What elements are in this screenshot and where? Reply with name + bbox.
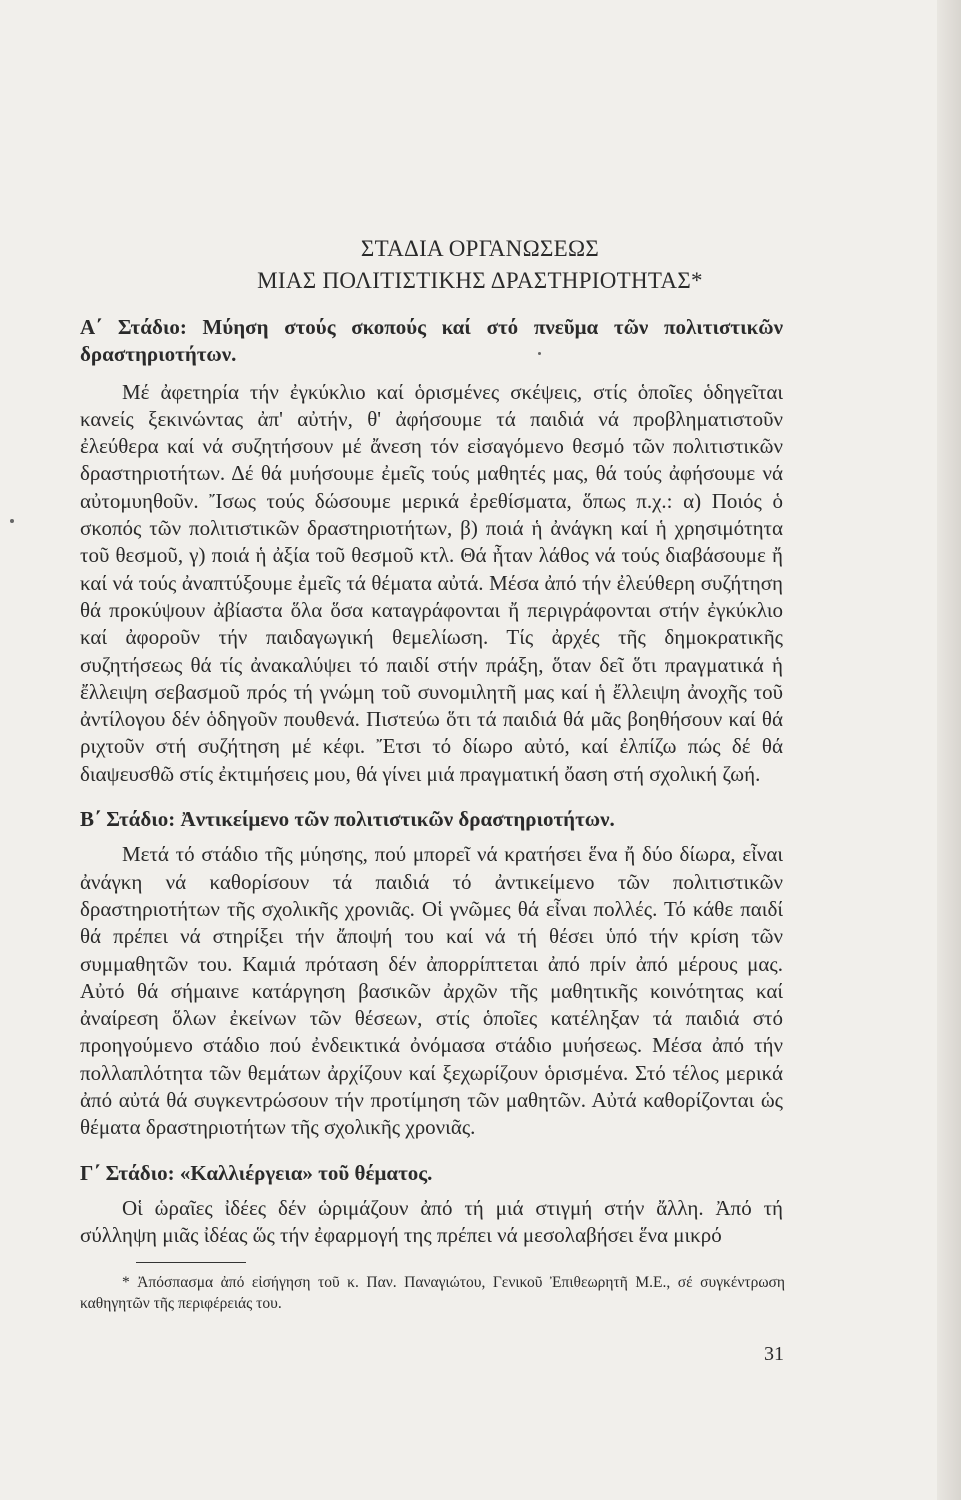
stage-c-paragraph: Οἱ ὡραῖες ἰδέες δέν ὡριμάζουν ἀπό τή μιά στιγμή στήν ἄλλη. Ἀπό τή σύλληψη μιᾶς ἰδέας ὥς τήν ἐφαρμογή της πρέπει νά μεσολαβήσει ἕνα μικρό	[80, 1195, 783, 1248]
stage-b-title: Ἀντικείμενο τῶν πολιτιστικῶν δραστηριοτήτων.	[180, 807, 615, 832]
stage-c-number: Γ΄ Στάδιο:	[80, 1160, 175, 1185]
stage-c-heading	[80, 1160, 783, 1187]
stage-a-number: Α΄ Στάδιο:	[80, 315, 187, 339]
page-title-line-2: ΜΙΑΣ ΠΟΛΙΤΙΣΤΙΚΗΣ ΔΡΑΣΤΗΡΙΟΤΗΤΑΣ*	[257, 268, 703, 293]
page-title-line-1: ΣΤΑΔΙΑ ΟΡΓΑΝΩΣΕΩΣ	[360, 236, 600, 261]
footnote: * Ἀπόσπασμα ἀπό εἰσήγηση τοῦ κ. Παν. Παναγιώτου, Γενικοῦ Ἐπιθεωρητῆ Μ.Ε., σέ συγκέντρωση καθηγητῶν τῆς περιφέρειάς του.	[80, 1274, 785, 1312]
stage-b-paragraph: Μετά τό στάδιο τῆς μύησης, πού μπορεῖ νά κρατήσει ἕνα ἤ δύο δίωρα, εἶναι ἀνάγκη νά καθορίσουν τά παιδιά τό ἀντικείμενο τῶν πολιτιστικῶν δραστηριοτήτων τῆς σχολικῆς χρονιᾶς. Οἱ γνῶμες θά εἶναι πολλές. Τό κάθε παιδί θά πρέπει νά στηρίξει τήν ἄποψή του καί νά τή θέσει ὑπό τήν κρίση τῶν συμμαθητῶν του. Καμιά πρόταση δέν ἀπορρίπτεται ἀπό πρίν ἀπό μέρους μας. Αὐτό θά σήμαινε κατάργηση βασικῶν ἀρχῶν τῆς μαθητικῆς κοινότητας καί ἀναίρεση ὅλων ἐκείνων τῶν θέσεων, στίς ὁποῖες κατέληξαν τά παιδιά στό προηγούμενο στάδιο πού ἐνδεικτικά ὀνόμασα στάδιο μυήσεως. Μέσα ἀπό τήν πολλαπλότητα τῶν θεμάτων ἀρχίζουν καί ξεχωρίζουν ὁρισμένα. Στό τέλος μερικά ἀπό αὐτά θά συγκεντρώσουν τήν προτίμηση τῶν μαθητῶν. Αὐτά καθορίζονται ὡς θέματα δραστηριοτήτων τῆς σχολικῆς χρονιᾶς.	[80, 842, 783, 1140]
stage-a-heading	[80, 314, 783, 369]
stage-c-title: «Καλλιέργεια» τοῦ θέματος.	[179, 1160, 433, 1185]
page-edge-shadow	[937, 0, 961, 1500]
article-body	[80, 314, 783, 1250]
scan-speck	[538, 352, 541, 355]
stage-a-title: Μύηση στούς σκοπούς καί στό πνεῦμα τῶν πολιτιστικῶν δραστηριοτήτων.	[80, 315, 783, 367]
stage-b-number: Β΄ Στάδιο:	[80, 807, 176, 832]
stage-b-heading	[80, 806, 783, 833]
footnote-divider	[136, 1262, 246, 1263]
stage-a-paragraph: Μέ ἀφετηρία τήν ἐγκύκλιο καί ὁρισμένες σκέψεις, στίς ὁποῖες ὁδηγεῖται κανείς ξεκινώντας ἀπ' αὐτήν, θ' ἀφήσουμε τά παιδιά νά προβληματιστοῦν ἐλεύθερα καί νά συζητήσουν μέ ἄνεση τόν εἰσαγόμενο θεσμό τῶν πολιτιστικῶν δραστηριοτήτων. Δέ θά μυήσουμε ἐμεῖς τούς μαθητές μας, θά τούς ἀφήσουμε νά αὐτομυηθοῦν. Ἴσως τούς δώσουμε μερικά ἐρεθίσματα, ὅπως π.χ.: α) Ποιός ὁ σκοπός τῶν πολιτιστικῶν δραστηριοτήτων, β) ποιά ἡ ἀνάγκη καί ἡ χρησιμότητα τοῦ θεσμοῦ, γ) ποιά ἡ ἀξία τοῦ θεσμοῦ κτλ. Θά ἦταν λάθος νά τούς διαβάσουμε ἤ καί νά τούς ἀναπτύξουμε ἐμεῖς τά θέματα αὐτά. Μέσα ἀπό τήν ἐλεύθερη συζήτηση θά προκύψουν ἀβίαστα ὅλα ὅσα καταγράφονται ἤ περιγράφονται στήν ἐγκύκλιο καί ἀφοροῦν τήν παιδαγωγική θεμελίωση. Τίς ἀρχές τῆς δημοκρατικῆς συζητήσεως θά τίς ἀνακαλύψει τό παιδί στήν πράξη, ὅταν δεῖ ὅτι πραγματικά ἡ ἔλλειψη σεβασμοῦ πρός τή γνώμη τοῦ συνομιλητῆ μας καί ἡ ἔλλειψη ἀνοχῆς τοῦ ἀντίλογου δέν ὁδηγοῦν πουθενά. Πιστεύω ὅτι τά παιδιά θά μᾶς βοηθήσουν καί θά ριχτοῦν στή συζήτηση μέ κέφι. Ἔτσι τό δίωρο αὐτό, καί ἐλπίζω πώς δέ θά διαψευσθῶ στίς ἐκτιμήσεις μου, θά γίνει μιά πραγματική ὄαση στή σχολική ζωή.	[80, 379, 783, 786]
page-number: 31	[764, 1343, 784, 1365]
scan-speck	[10, 519, 14, 523]
